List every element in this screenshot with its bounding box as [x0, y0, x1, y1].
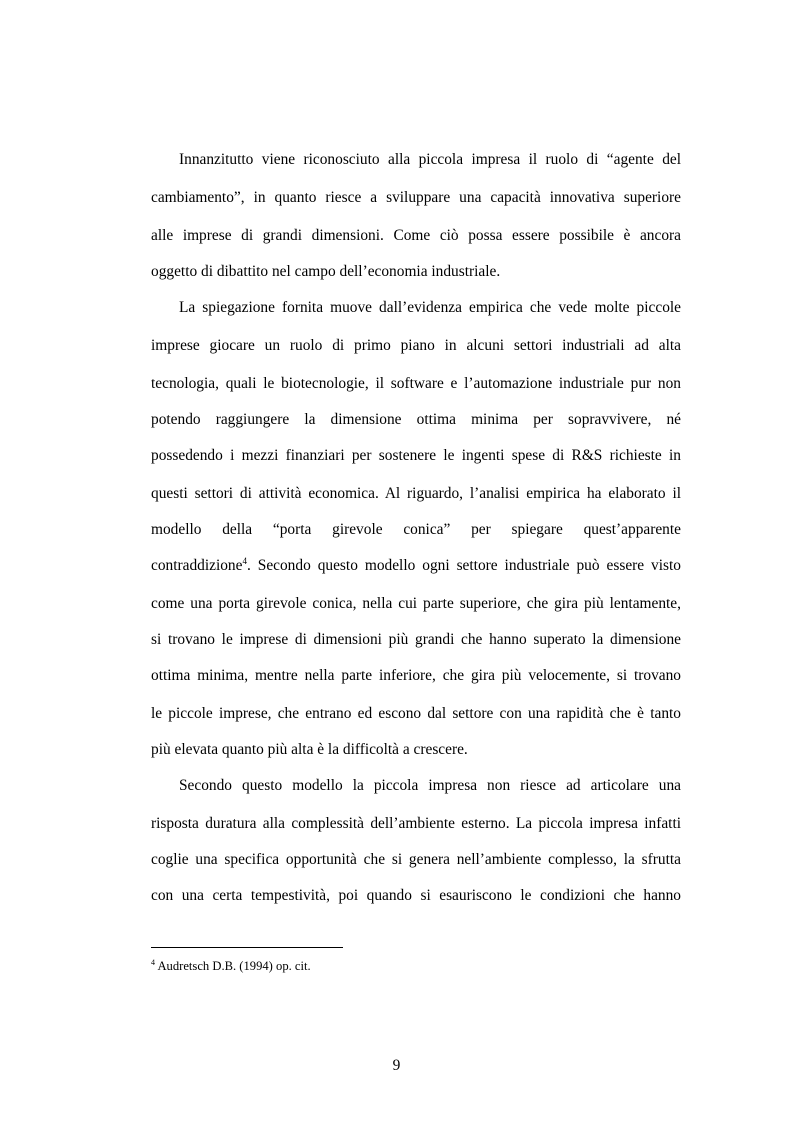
body-line: oggetto di dibattito nel campo dell’economia industriale. [151, 263, 501, 280]
body-text: contraddizione [151, 557, 243, 574]
body-line: potendo raggiungere la dimensione ottima minima per sopravvivere, né [151, 411, 681, 428]
body-text: . Secondo questo modello ogni settore industriale può essere visto [246, 557, 681, 574]
body-line: come una porta girevole conica, nella cui parte superiore, che gira più lentamente, [151, 595, 681, 612]
footnote [151, 958, 311, 974]
footnote-separator [151, 947, 343, 948]
body-line: questi settori di attività economica. Al riguardo, l’analisi empirica ha elaborato il [151, 485, 681, 502]
body-line [151, 556, 681, 576]
body-line: con una certa tempestività, poi quando si esauriscono le condizioni che hanno [151, 887, 681, 904]
body-line: La spiegazione fornita muove dall’evidenza empirica che vede molte piccole [179, 299, 681, 316]
footnote-reference[interactable]: 4 [242, 556, 247, 566]
body-line: alle imprese di grandi dimensioni. Come ciò possa essere possibile è ancora [151, 227, 681, 244]
body-line: coglie una specifica opportunità che si genera nell’ambiente complesso, la sfrutta [151, 851, 681, 868]
body-line: tecnologia, quali le biotecnologie, il software e l’automazione industriale pur non [151, 375, 681, 392]
body-line: ottima minima, mentre nella parte inferiore, che gira più velocemente, si trovano [151, 667, 681, 684]
body-line: risposta duratura alla complessità dell’ambiente esterno. La piccola impresa infatti [151, 815, 681, 832]
body-line: più elevata quanto più alta è la difficoltà a crescere. [151, 741, 468, 758]
body-line: Innanzitutto viene riconosciuto alla piccola impresa il ruolo di “agente del [179, 151, 681, 168]
body-line: si trovano le imprese di dimensioni più grandi che hanno superato la dimensione [151, 631, 681, 648]
body-line: Secondo questo modello la piccola impresa non riesce ad articolare una [179, 777, 681, 794]
body-line: possedendo i mezzi finanziari per sostenere le ingenti spese di R&S richieste in [151, 447, 681, 464]
footnote-text: Audretsch D.B. (1994) op. cit. [155, 959, 311, 973]
body-line: imprese giocare un ruolo di primo piano in alcuni settori industriali ad alta [151, 337, 681, 354]
page-number: 9 [392, 1057, 401, 1074]
body-line: modello della “porta girevole conica” per spiegare quest’apparente [151, 521, 681, 538]
body-line: cambiamento”, in quanto riesce a sviluppare una capacità innovativa superiore [151, 189, 681, 206]
body-line: le piccole imprese, che entrano ed escono dal settore con una rapidità che è tanto [151, 705, 681, 722]
footnote-marker: 4 [151, 958, 155, 967]
